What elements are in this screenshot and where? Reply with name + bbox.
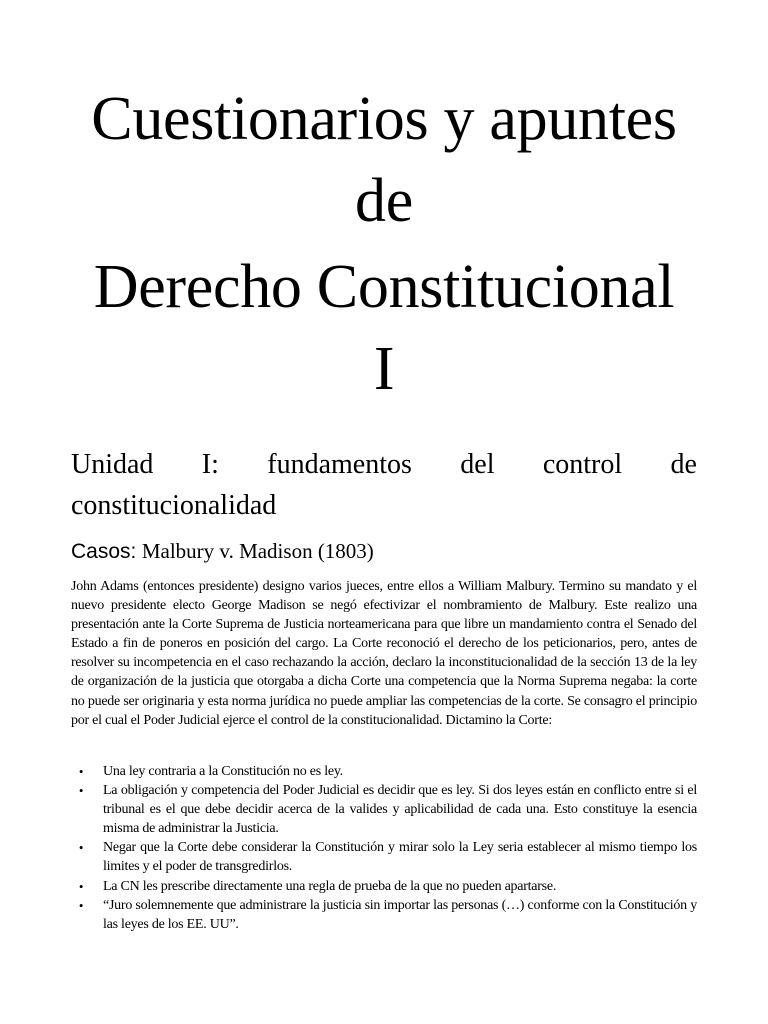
ruling-list [71,762,697,934]
unit-heading-line-1 [71,444,697,485]
list-item [71,896,697,934]
case-heading-name: Malbury v. Madison (1803) [141,539,374,563]
list-item-text: La obligación y competencia del Poder Judicial es decidir que es ley. Si dos leyes están en conflicto entre si el tribunal es el que debe decidir acerca de la valides y aplicabilidad de cada una. Esto constituye la esencia misma de administrar la Justicia. [103,783,697,837]
unit-heading [71,444,697,526]
unit-heading-word: de [670,449,697,480]
unit-heading-word: fundamentos [267,449,412,480]
list-item [71,877,697,896]
unit-heading-word: Unidad [71,449,154,480]
list-item [71,762,697,781]
list-item-text: La CN les prescribe directamente una regla de prueba de la que no pueden apartarse. [103,878,557,894]
case-heading-label: Casos: [71,540,137,563]
unit-heading-word: control [542,449,623,480]
list-item-text: Una ley contraria a la Constitución no es ley. [103,764,343,779]
bullet-icon: • [78,878,84,894]
case-heading [71,536,374,567]
list-item [71,838,697,876]
unit-heading-word: del [460,449,495,480]
unit-heading-line-2: constitucionalidad [71,490,277,521]
bullet-icon: • [78,840,84,856]
bullet-icon: • [78,764,84,779]
title-line-4: I [373,335,395,403]
title-line-1: Cuestionarios y apuntes [91,85,677,153]
title-line-3: Derecho Constitucional [93,253,675,321]
body-paragraph: John Adams (entonces presidente) designo varios jueces, entre ellos a William Malbury. Termino su mandato y el nuevo presidente electo George Madison se negó efectivizar el nombramiento de Malbury. Este realizo una presentación ante la Corte Suprema de Justicia norteamericana para que libre un mandamiento contra el Senado del Estado a fin de poneros en posición del cargo. La Corte reconoció el derecho de los peticionarios, pero, antes de resolver su incompetencia en el caso rechazando la acción, declaro la inconstitucionalidad de la sección 13 de la ley de organización de la justicia que otorgaba a dicha Corte una competencia que la Norma Suprema negaba: la corte no puede ser originaria y esta norma jurídica no puede ampliar las competencias de la corte. Se consagro el principio por el cual el Poder Judicial ejerce el control de la constitucionalidad. Dictamino la Corte: [71,579,697,728]
list-item [71,781,697,838]
list-item-text: Negar que la Corte debe considerar la Constitución y mirar solo la Ley seria establecer al mismo tiempo los limites y el poder de transgredirlos. [103,840,697,875]
title-line-2: de [355,167,413,235]
bullet-icon: • [78,783,84,799]
bullet-icon: • [78,897,84,913]
unit-heading-word: I: [201,449,219,480]
list-item-text: “Juro solemnemente que administrare la justicia sin importar las personas (…) conforme con la Constitución y las leyes de los EE. UU”. [103,897,697,932]
